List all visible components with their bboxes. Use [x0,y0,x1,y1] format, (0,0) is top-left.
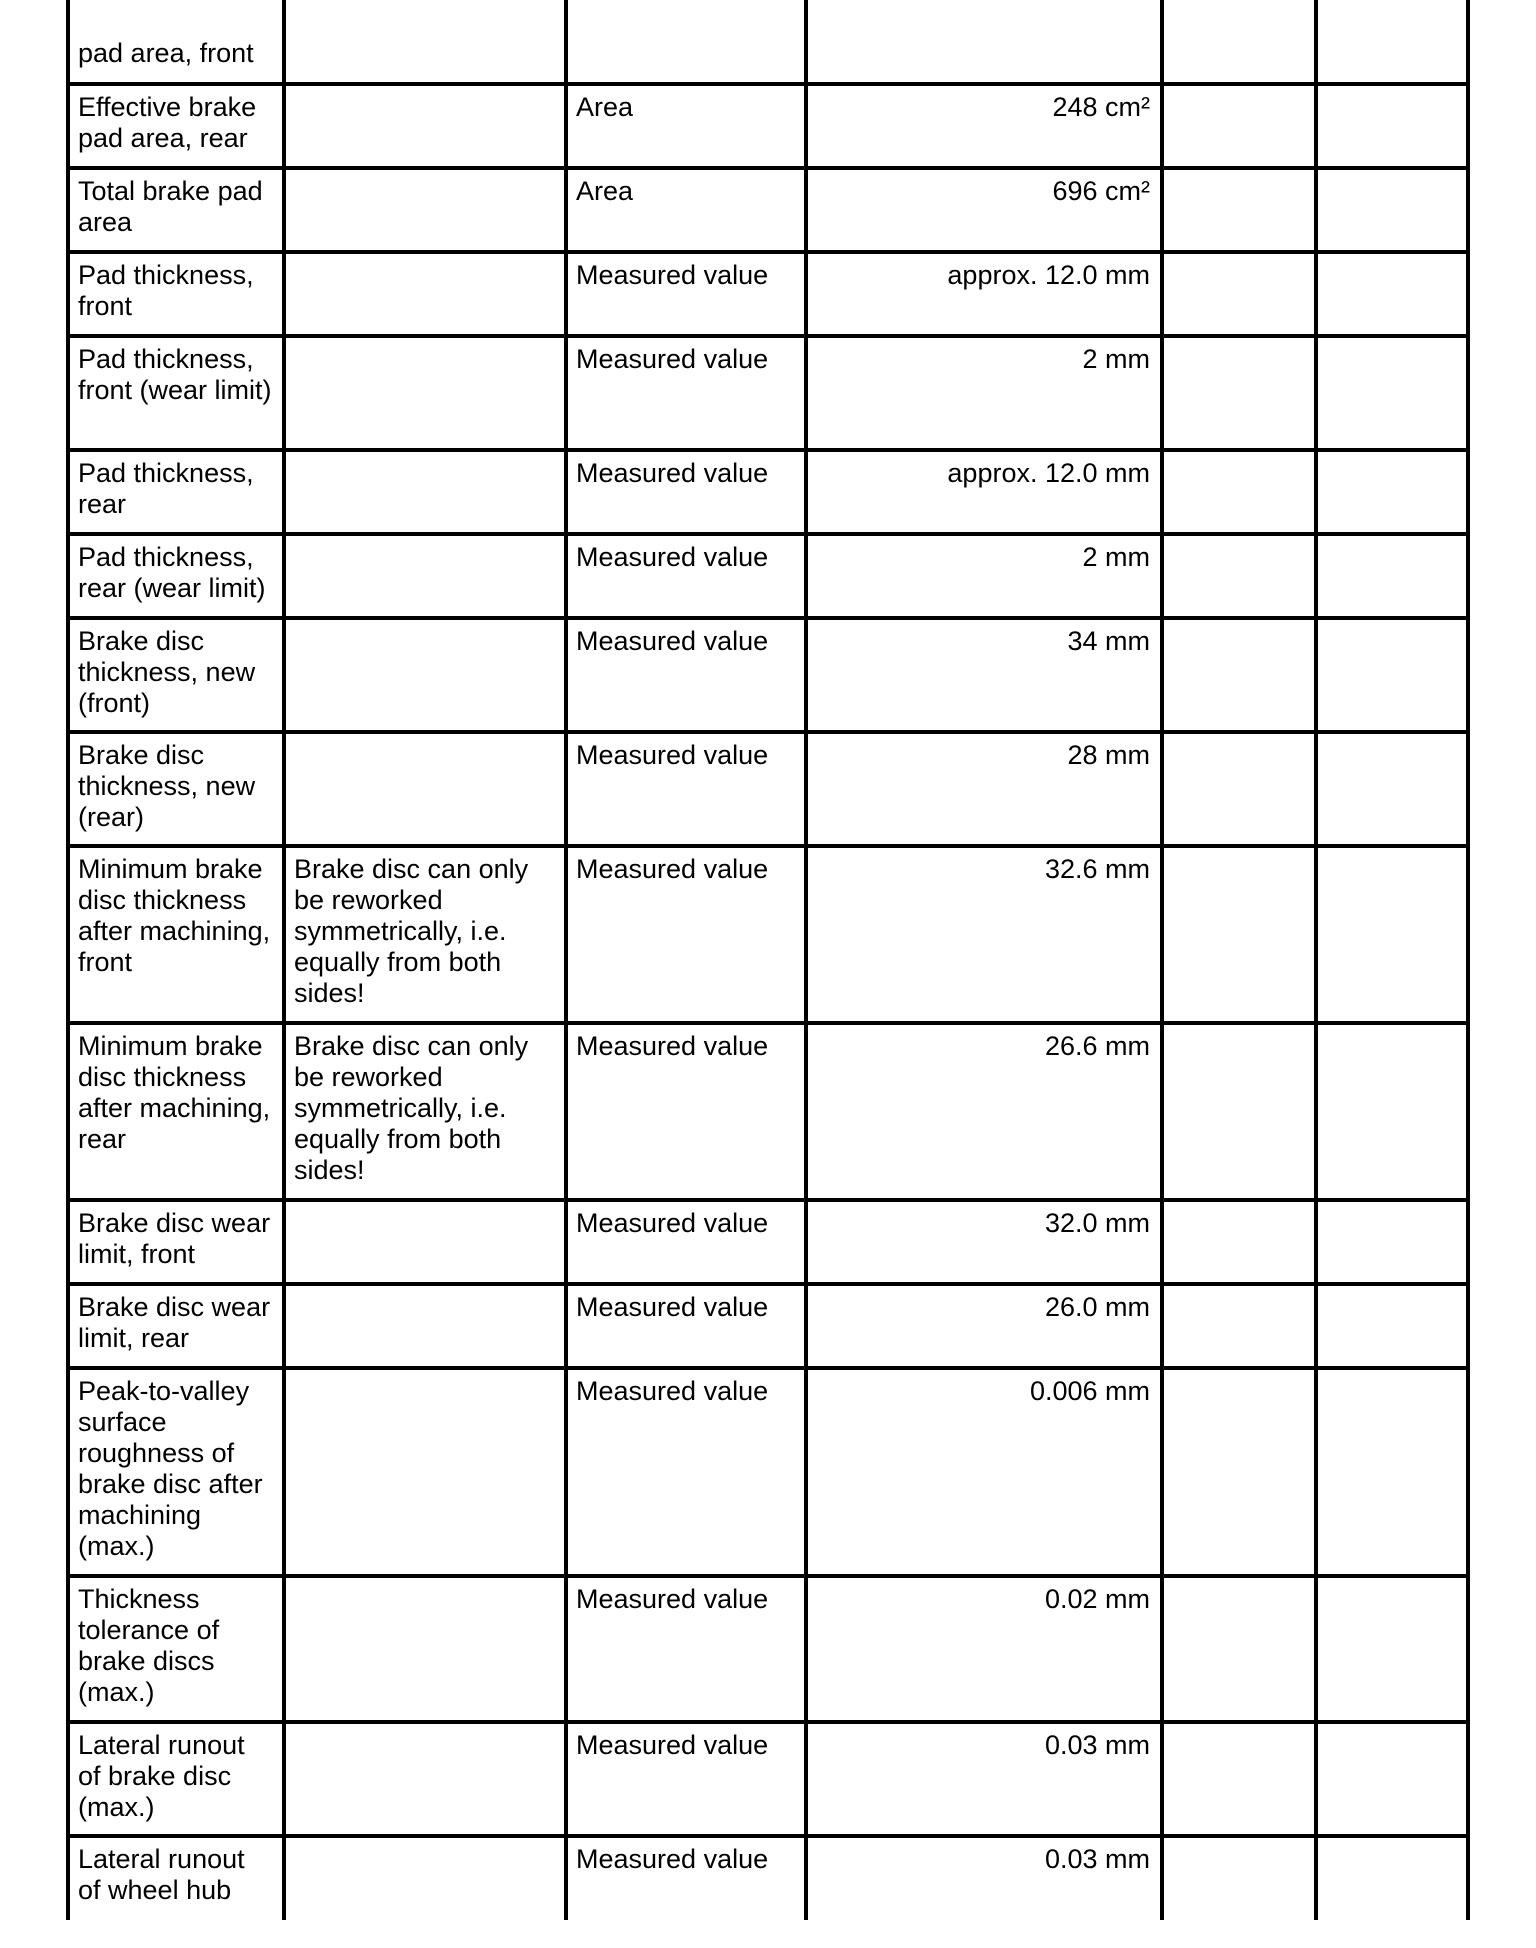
empty-cell [1162,732,1316,846]
empty-cell [1316,1023,1468,1200]
parameter-cell: Minimum brake disc thickness after machining, rear [68,1023,284,1200]
note-cell [284,1368,566,1576]
value-cell: 2 mm [806,336,1162,450]
value-cell: 0.006 mm [806,1368,1162,1576]
table-row [68,1284,1468,1368]
table-row [68,84,1468,168]
note-cell [284,336,566,450]
type-cell: Measured value [566,336,806,450]
empty-cell [1162,1284,1316,1368]
note-cell [284,618,566,732]
table-row [68,1576,1468,1722]
table-row [68,1836,1468,1920]
table-row [68,0,1468,84]
note-cell [284,1284,566,1368]
note-cell: Brake disc can only be reworked symmetrically, i.e. equally from both sides! [284,1023,566,1200]
note-cell [284,0,566,84]
table-row [68,1368,1468,1576]
note-cell [284,1836,566,1920]
type-cell: Measured value [566,1284,806,1368]
empty-cell [1316,1722,1468,1836]
parameter-cell: Effective brake pad area, rear [68,84,284,168]
table-row [68,534,1468,618]
note-cell [284,732,566,846]
value-cell: 26.0 mm [806,1284,1162,1368]
empty-cell [1162,1023,1316,1200]
empty-cell [1316,1368,1468,1576]
value-cell: 34 mm [806,618,1162,732]
empty-cell [1162,534,1316,618]
value-cell: 248 cm² [806,84,1162,168]
type-cell [566,0,806,84]
type-cell: Measured value [566,1200,806,1284]
value-cell: 0.03 mm [806,1836,1162,1920]
type-cell: Measured value [566,534,806,618]
type-cell: Measured value [566,618,806,732]
type-cell: Measured value [566,1368,806,1576]
table-row [68,168,1468,252]
empty-cell [1162,336,1316,450]
type-cell: Measured value [566,1722,806,1836]
empty-cell [1316,336,1468,450]
empty-cell [1316,252,1468,336]
specification-table-body [68,0,1468,1920]
table-row [68,336,1468,450]
parameter-cell: Pad thickness, front [68,252,284,336]
type-cell: Measured value [566,1576,806,1722]
empty-cell [1162,168,1316,252]
empty-cell [1162,1836,1316,1920]
parameter-cell: Lateral runout of wheel hub [68,1836,284,1920]
empty-cell [1162,84,1316,168]
parameter-cell: Brake disc thickness, new (front) [68,618,284,732]
note-cell [284,252,566,336]
value-cell: 2 mm [806,534,1162,618]
value-cell: 32.0 mm [806,1200,1162,1284]
table-row [68,252,1468,336]
table-row [68,1200,1468,1284]
parameter-cell: Brake disc wear limit, front [68,1200,284,1284]
type-cell: Area [566,168,806,252]
parameter-cell: Minimum brake disc thickness after machining, front [68,846,284,1023]
type-cell: Measured value [566,1836,806,1920]
specification-table [66,0,1470,1920]
value-cell: 28 mm [806,732,1162,846]
empty-cell [1162,252,1316,336]
parameter-cell: Pad thickness, rear [68,450,284,534]
value-cell: approx. 12.0 mm [806,450,1162,534]
empty-cell [1316,732,1468,846]
type-cell: Measured value [566,846,806,1023]
type-cell: Area [566,84,806,168]
empty-cell [1316,846,1468,1023]
empty-cell [1316,0,1468,84]
empty-cell [1316,168,1468,252]
table-row [68,846,1468,1023]
note-cell [284,1576,566,1722]
value-cell: 32.6 mm [806,846,1162,1023]
empty-cell [1316,1200,1468,1284]
parameter-cell: Pad thickness, front (wear limit) [68,336,284,450]
table-row [68,1023,1468,1200]
value-cell [806,0,1162,84]
empty-cell [1162,846,1316,1023]
value-cell: approx. 12.0 mm [806,252,1162,336]
empty-cell [1162,1368,1316,1576]
empty-cell [1162,618,1316,732]
type-cell: Measured value [566,732,806,846]
value-cell: 696 cm² [806,168,1162,252]
value-cell: 0.02 mm [806,1576,1162,1722]
parameter-cell: Total brake pad area [68,168,284,252]
note-cell [284,534,566,618]
note-cell [284,84,566,168]
empty-cell [1316,618,1468,732]
empty-cell [1162,1722,1316,1836]
empty-cell [1316,534,1468,618]
empty-cell [1162,0,1316,84]
table-row [68,450,1468,534]
parameter-cell: Lateral runout of brake disc (max.) [68,1722,284,1836]
note-cell [284,168,566,252]
empty-cell [1316,1576,1468,1722]
parameter-cell: Pad thickness, rear (wear limit) [68,534,284,618]
empty-cell [1316,1284,1468,1368]
empty-cell [1316,450,1468,534]
empty-cell [1316,1836,1468,1920]
value-cell: 0.03 mm [806,1722,1162,1836]
empty-cell [1162,1200,1316,1284]
empty-cell [1162,1576,1316,1722]
parameter-cell: Brake disc thickness, new (rear) [68,732,284,846]
note-cell [284,1722,566,1836]
table-row [68,732,1468,846]
empty-cell [1316,84,1468,168]
note-cell [284,1200,566,1284]
table-row [68,1722,1468,1836]
type-cell: Measured value [566,450,806,534]
type-cell: Measured value [566,252,806,336]
note-cell [284,450,566,534]
parameter-cell: Peak-to-valley surface roughness of brake disc after machining (max.) [68,1368,284,1576]
type-cell: Measured value [566,1023,806,1200]
parameter-cell: Brake disc wear limit, rear [68,1284,284,1368]
table-row [68,618,1468,732]
note-cell: Brake disc can only be reworked symmetrically, i.e. equally from both sides! [284,846,566,1023]
parameter-cell: Thickness tolerance of brake discs (max.) [68,1576,284,1722]
value-cell: 26.6 mm [806,1023,1162,1200]
parameter-cell: pad area, front [68,0,284,84]
empty-cell [1162,450,1316,534]
